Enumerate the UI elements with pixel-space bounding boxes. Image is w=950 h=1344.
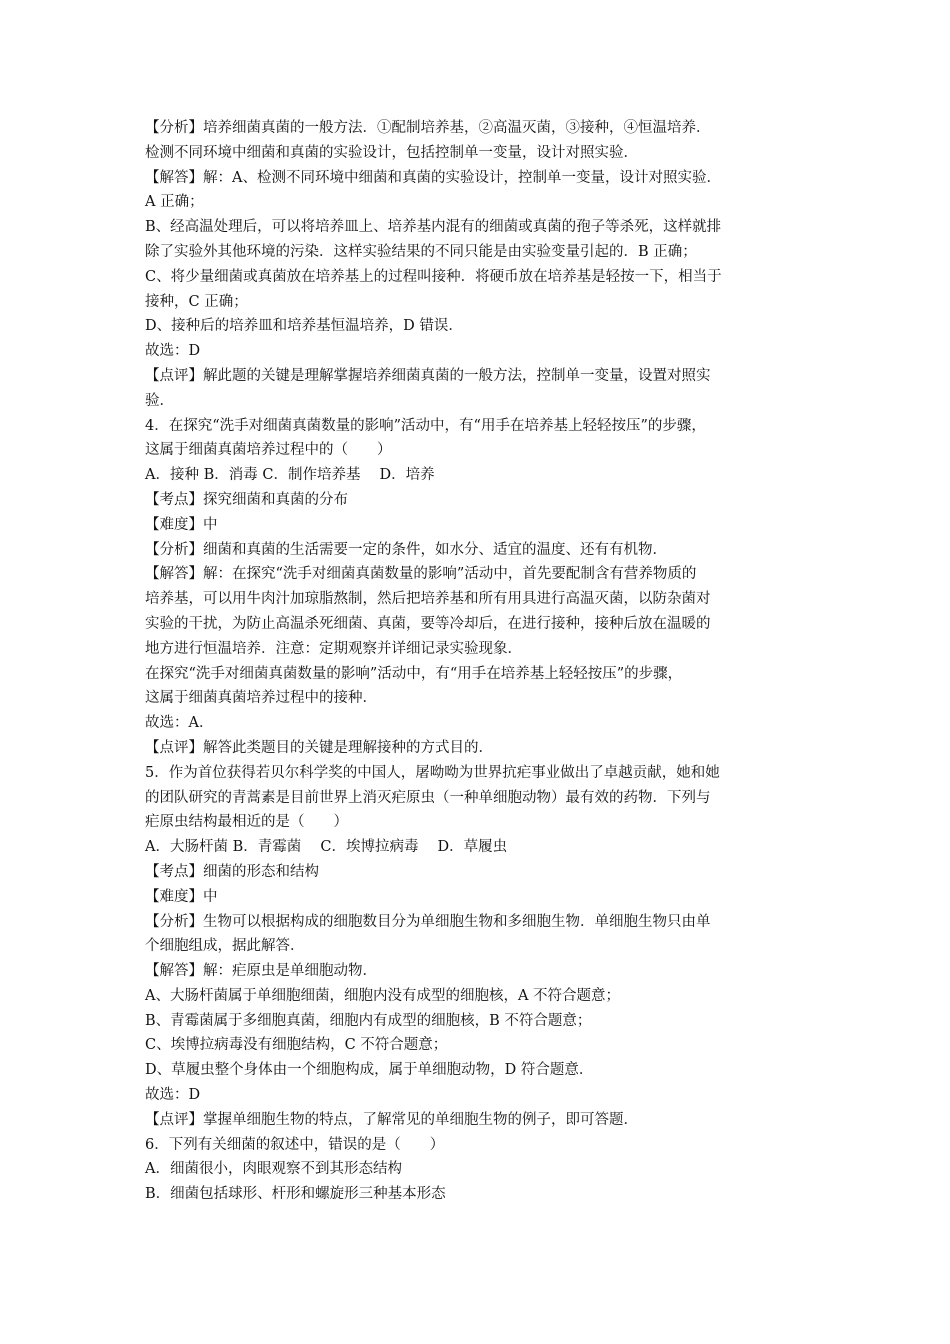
text-line: 【点评】掌握单细胞生物的特点，了解常见的单细胞生物的例子，即可答题． [145,1111,638,1128]
text-line: 【分析】生物可以根据构成的细胞数目分为单细胞生物和多细胞生物．单细胞生物只由单 [145,913,711,930]
question-6-option-a: A．细菌很小，肉眼观察不到其形态结构 [145,1161,402,1178]
question-5-stem: 疟原虫结构最相近的是（ ） [145,814,348,831]
text-line: 在探究“洗手对细菌真菌数量的影响”活动中，有“用手在培养基上轻轻按压”的步骤， [145,665,683,682]
question-4-stem: 4．在探究“洗手对细菌真菌数量的影响”活动中，有“用手在培养基上轻轻按压”的步骤， [145,417,706,434]
text-line: 验． [145,392,174,409]
text-line: D、草履虫整个身体由一个细胞构成，属于单细胞动物，D 符合题意． [145,1062,594,1079]
text-line: 【分析】培养细菌真菌的一般方法．①配制培养基，②高温灭菌，③接种，④恒温培养． [145,120,711,136]
text-line: 故选：A． [145,715,214,732]
text-line: A 正确； [145,194,204,211]
question-6-option-b: B．细菌包括球形、杆形和螺旋形三种基本形态 [145,1186,446,1203]
text-line: 【点评】解答此类题目的关键是理解接种的方式目的． [145,739,493,756]
text-line: 除了实验外其他环境的污染．这样实验结果的不同只能是由实验变量引起的．B 正确； [145,243,697,260]
question-5-stem: 5．作为首位获得若贝尔科学奖的中国人，屠呦呦为世界抗疟事业做出了卓越贡献，她和她 [145,764,720,781]
text-line: 实验的干扰，为防止高温杀死细菌、真菌，要等冷却后，在进行接种，接种后放在温暖的 [145,615,711,632]
text-line: 个细胞组成，据此解答． [145,938,305,955]
question-5-options: A．大肠杆菌 B．青霉菌 C．埃博拉病毒 D．草履虫 [145,839,508,856]
text-line: D、接种后的培养皿和培养基恒温培养，D 错误． [145,318,463,335]
text-line: 地方进行恒温培养．注意：定期观察并详细记录实验现象． [145,640,522,657]
text-line: A、大肠杆菌属于单细胞细菌，细胞内没有成型的细胞核，A 不符合题意； [145,987,621,1004]
text-line: 培养基，可以用牛肉汁加琼脂熬制，然后把培养基和所有用具进行高温灭菌，以防杂菌对 [145,591,711,608]
text-line: 【分析】细菌和真菌的生活需要一定的条件，如水分、适宜的温度、还有有机物． [145,541,667,558]
question-4-options: A．接种 B．消毒 C．制作培养基 D．培养 [145,467,435,484]
text-line: 【解答】解：疟原虫是单细胞动物． [145,963,377,980]
text-line: 【考点】细菌的形态和结构 [145,863,319,880]
question-5-stem: 的团队研究的青蒿素是目前世界上消灭疟原虫（一种单细胞动物）最有效的药物．下列与 [145,789,711,806]
text-line: 【点评】解此题的关键是理解掌握培养细菌真菌的一般方法，控制单一变量，设置对照实 [145,367,711,384]
text-line: B、青霉菌属于多细胞真菌，细胞内有成型的细胞核，B 不符合题意； [145,1012,592,1029]
text-line: 【考点】探究细菌和真菌的分布 [145,491,348,508]
text-line: 故选：D [145,343,201,360]
text-line: 检测不同环境中细菌和真菌的实验设计，包括控制单一变量，设计对照实验． [145,144,638,161]
text-line: 故选：D [145,1087,201,1104]
text-line: 【难度】中 [145,516,218,533]
text-line: C、埃博拉病毒没有细胞结构，C 不符合题意； [145,1037,448,1054]
text-line: C、将少量细菌或真菌放在培养基上的过程叫接种．将硬币放在培养基是轻按一下，相当于 [145,268,722,285]
text-line: 接种，C 正确； [145,293,248,310]
text-line: 【难度】中 [145,888,218,905]
question-6-stem: 6．下列有关细菌的叙述中，错误的是（ ） [145,1136,445,1153]
question-4-stem: 这属于细菌真菌培养过程中的（ ） [145,442,392,459]
document-page [145,116,835,1207]
text-line: 【解答】解：在探究“洗手对细菌真菌数量的影响”活动中，首先要配制含有营养物质的 [145,566,697,583]
text-line: 这属于细菌真菌培养过程中的接种． [145,690,377,707]
text-line: 【解答】解：A、检测不同环境中细菌和真菌的实验设计，控制单一变量，设计对照实验． [145,169,721,186]
text-line: B、经高温处理后，可以将培养皿上、培养基内混有的细菌或真菌的孢子等杀死，这样就排 [145,219,722,236]
